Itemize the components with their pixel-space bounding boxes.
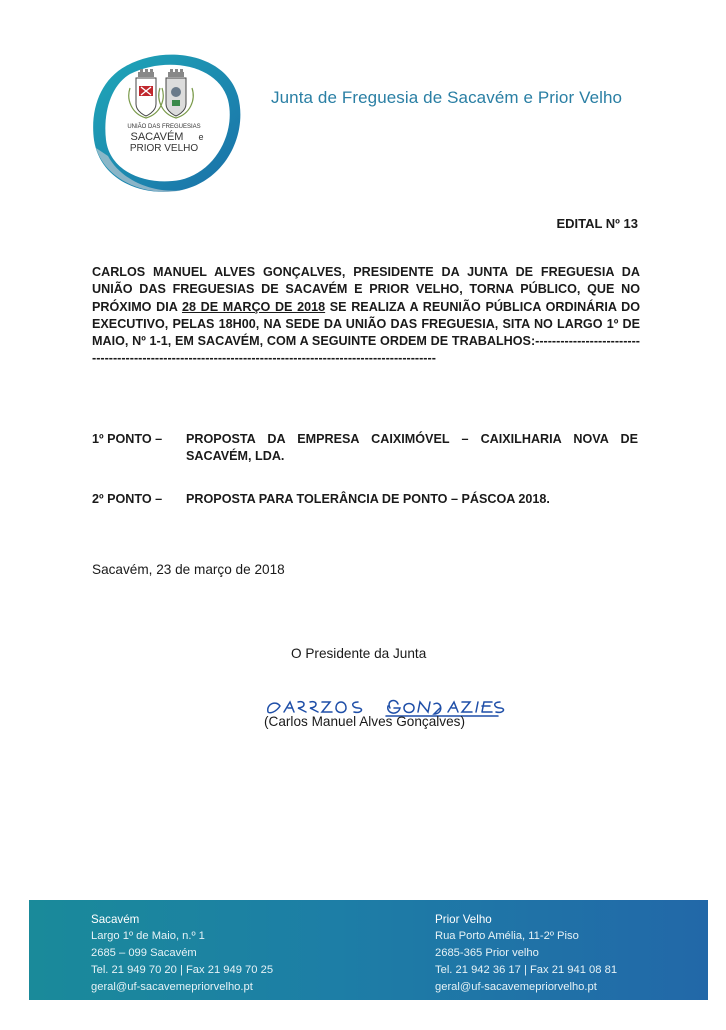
footer-contacts [29, 900, 708, 1000]
footer-address: Largo 1º de Maio, n.º 1 [91, 930, 205, 942]
meeting-date: 28 DE MARÇO DE 2018 [181, 299, 326, 314]
footer-postal: 2685 – 099 Sacavém [91, 947, 197, 959]
footer-heading: Sacavém [91, 913, 140, 926]
intro-paragraph [92, 264, 640, 368]
union-logo [86, 48, 246, 196]
org-title: Junta de Freguesia de Sacavém e Prior Velho [271, 88, 623, 107]
footer-phone: Tel. 21 942 36 17 | Fax 21 941 08 81 [435, 964, 618, 976]
agenda-point-label: 1º PONTO – [92, 432, 163, 446]
intro-text-after: SE REALIZA A REUNIÃO PÚBLICA ORDINÁRIA DO EXECUTIVO, PELAS 18H00, NA SEDE DA UNIÃO DAS FREGUESIA, SITA NO LARGO 1º DE MAIO, Nº 1-1, EM SACAVÉM, COM A SEGUINTE ORDEM DE TRABALHOS:----------------------------------------------------------------------------------------------------------- [92, 299, 641, 366]
agenda-point-label: 2º PONTO – [92, 492, 163, 506]
footer-email: geral@uf-sacavemepriorvelho.pt [91, 981, 253, 993]
agenda-point-text: PROPOSTA DA EMPRESA CAIXIMÓVEL – CAIXILHARIA NOVA DE SACAVÉM, LDA. [186, 432, 638, 464]
agenda-point-1 [92, 431, 640, 466]
logo-line2b: e [198, 132, 204, 142]
agenda-point-text: PROPOSTA PARA TOLERÂNCIA DE PONTO – PÁSCOA 2018. [186, 492, 550, 506]
footer-prior-velho [435, 911, 617, 996]
place-date: Sacavém, 23 de março de 2018 [92, 562, 285, 577]
logo-line1: UNIÃO DAS FREGUESIAS [127, 124, 201, 130]
logo-line3: PRIOR VELHO [129, 143, 199, 154]
logo-line2: SACAVÉM [130, 131, 184, 143]
footer-sacavem [91, 911, 273, 996]
footer-address: Rua Porto Amélia, 11-2º Piso [435, 930, 579, 942]
agenda-point-2 [92, 491, 640, 508]
footer-heading: Prior Velho [435, 913, 492, 926]
intro-text-before: CARLOS MANUEL ALVES GONÇALVES, PRESIDENTE DA JUNTA DE FREGUESIA DA UNIÃO DAS FREGUESIAS DE SACAVÉM E PRIOR VELHO, TORNA PÚBLICO, QUE NO PRÓXIMO DIA [92, 265, 640, 314]
footer-phone: Tel. 21 949 70 20 | Fax 21 949 70 25 [91, 964, 274, 976]
edital-number: EDITAL Nº 13 [556, 216, 638, 231]
footer-postal: 2685-365 Prior velho [435, 947, 539, 959]
signatory-name: (Carlos Manuel Alves Gonçalves) [264, 714, 465, 729]
footer-email: geral@uf-sacavemepriorvelho.pt [435, 981, 597, 993]
presidente-title: O Presidente da Junta [291, 646, 427, 661]
